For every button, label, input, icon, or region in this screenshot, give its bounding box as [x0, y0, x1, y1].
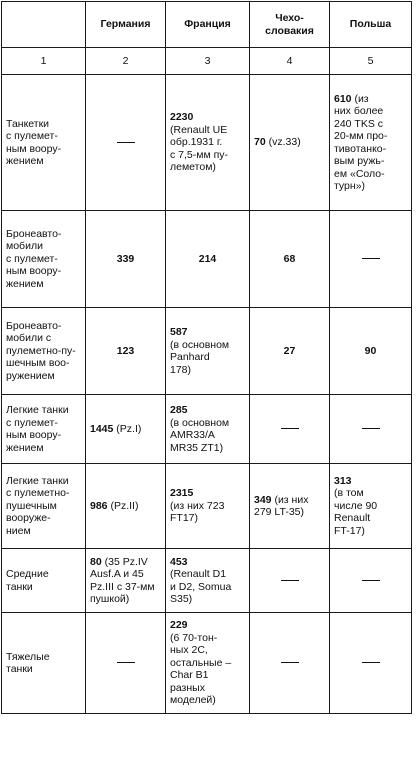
row-label: Тяжелые танки [2, 613, 86, 714]
dash-mark [117, 662, 135, 663]
value-note: (Renault D1 и D2, Somua S35) [170, 568, 232, 605]
value-cell [86, 549, 166, 613]
table-row [2, 549, 412, 613]
column-number-2: 2 [86, 48, 166, 75]
value-note: (в основном AMR33/A MR35 ZT1) [170, 416, 230, 454]
no-data-dash [330, 211, 412, 308]
header-row [2, 2, 412, 48]
header-france: Франция [166, 2, 250, 48]
value-cell [86, 211, 166, 308]
value-count: 70 [254, 136, 266, 149]
column-number-5: 5 [330, 48, 412, 75]
value-cell [250, 308, 330, 395]
value-cell [250, 75, 330, 211]
value-count: 1445 [90, 422, 114, 435]
column-number-1: 1 [2, 48, 86, 75]
table-row [2, 464, 412, 549]
column-number-row [2, 48, 412, 75]
value-count: 2230 [170, 111, 194, 124]
value-note: (из них 723 FT17) [170, 499, 225, 525]
value-note: (из них 279 LT-35) [254, 493, 309, 518]
value-cell [250, 464, 330, 549]
value-cell [330, 308, 412, 395]
no-data-dash [250, 613, 330, 714]
table-row [2, 75, 412, 211]
value-count: 2315 [170, 487, 194, 500]
value-cell [330, 75, 412, 211]
row-label: Бронеавто- мобили с пулемет- ным воору- жением [2, 211, 86, 308]
value-note: (из них более 240 TKS с 20-мм про- тивотанко- вым ружь- ем «Соло- турн») [334, 92, 388, 192]
value-cell [166, 308, 250, 395]
header-blank [2, 2, 86, 48]
value-count: 123 [116, 344, 135, 357]
no-data-dash [330, 395, 412, 464]
value-cell [166, 613, 250, 714]
value-count: 313 [334, 474, 352, 487]
dash-mark [362, 580, 380, 581]
dash-mark [281, 580, 299, 581]
row-label: Легкие танки с пулемет- ным воору- жением [2, 395, 86, 464]
table-body [2, 75, 412, 714]
value-count: 587 [170, 326, 188, 338]
dash-mark [281, 662, 299, 663]
value-note: (в том числе 90 Renault FT-17) [334, 487, 378, 537]
value-cell [86, 308, 166, 395]
value-cell [166, 464, 250, 549]
dash-mark [362, 662, 380, 663]
value-note: (в основном Panhard 178) [170, 338, 230, 376]
armor-comparison-table [1, 1, 412, 714]
value-count: 610 [334, 92, 352, 105]
value-cell [166, 211, 250, 308]
value-count: 90 [364, 344, 377, 357]
header-poland: Польша [330, 2, 412, 48]
table-header [2, 2, 412, 75]
value-count: 349 [254, 493, 272, 506]
value-cell [166, 75, 250, 211]
header-germany: Германия [86, 2, 166, 48]
row-label: Средние танки [2, 549, 86, 613]
row-label: Бронеавто- мобили с пулеметно-пу- шечным воо- ружением [2, 308, 86, 395]
header-czechoslovakia: Чехо- словакия [250, 2, 330, 48]
table-row [2, 395, 412, 464]
no-data-dash [330, 613, 412, 714]
no-data-dash [86, 613, 166, 714]
table-row [2, 308, 412, 395]
value-cell [166, 549, 250, 613]
value-count: 214 [198, 252, 217, 265]
no-data-dash [330, 549, 412, 613]
value-note: (Renault UE обр.1931 г. с 7,5-мм пу- леметом) [170, 123, 229, 174]
value-count: 453 [170, 555, 188, 568]
dash-mark [362, 428, 380, 429]
value-cell [250, 211, 330, 308]
value-cell [86, 395, 166, 464]
no-data-dash [86, 75, 166, 211]
value-note: (Pz.I) [113, 422, 142, 435]
no-data-dash [250, 395, 330, 464]
column-number-4: 4 [250, 48, 330, 75]
value-note: (vz.33) [265, 136, 301, 149]
row-label: Легкие танки с пулеметно- пушечным вооруже- нием [2, 464, 86, 549]
value-cell [330, 464, 412, 549]
value-count: 27 [283, 344, 296, 357]
value-note: (6 70-тон- ных 2С, остальные – Char B1 разных моделей) [170, 631, 232, 707]
value-cell [166, 395, 250, 464]
value-count: 229 [170, 619, 188, 632]
value-note: (Pz.II) [107, 499, 139, 512]
value-cell [86, 464, 166, 549]
table-row [2, 211, 412, 308]
table-row [2, 613, 412, 714]
value-count: 986 [90, 499, 108, 512]
value-count: 339 [116, 252, 135, 265]
no-data-dash [250, 549, 330, 613]
dash-mark [362, 258, 380, 259]
dash-mark [281, 428, 299, 429]
value-count: 80 [90, 555, 102, 568]
value-note: (35 Pz.IV Ausf.A и 45 Pz.III с 37-мм пушкой) [90, 555, 155, 605]
dash-mark [117, 142, 135, 143]
column-number-3: 3 [166, 48, 250, 75]
row-label: Танкетки с пулемет- ным воору- жением [2, 75, 86, 211]
value-count: 68 [283, 252, 296, 265]
value-count: 285 [170, 404, 188, 416]
